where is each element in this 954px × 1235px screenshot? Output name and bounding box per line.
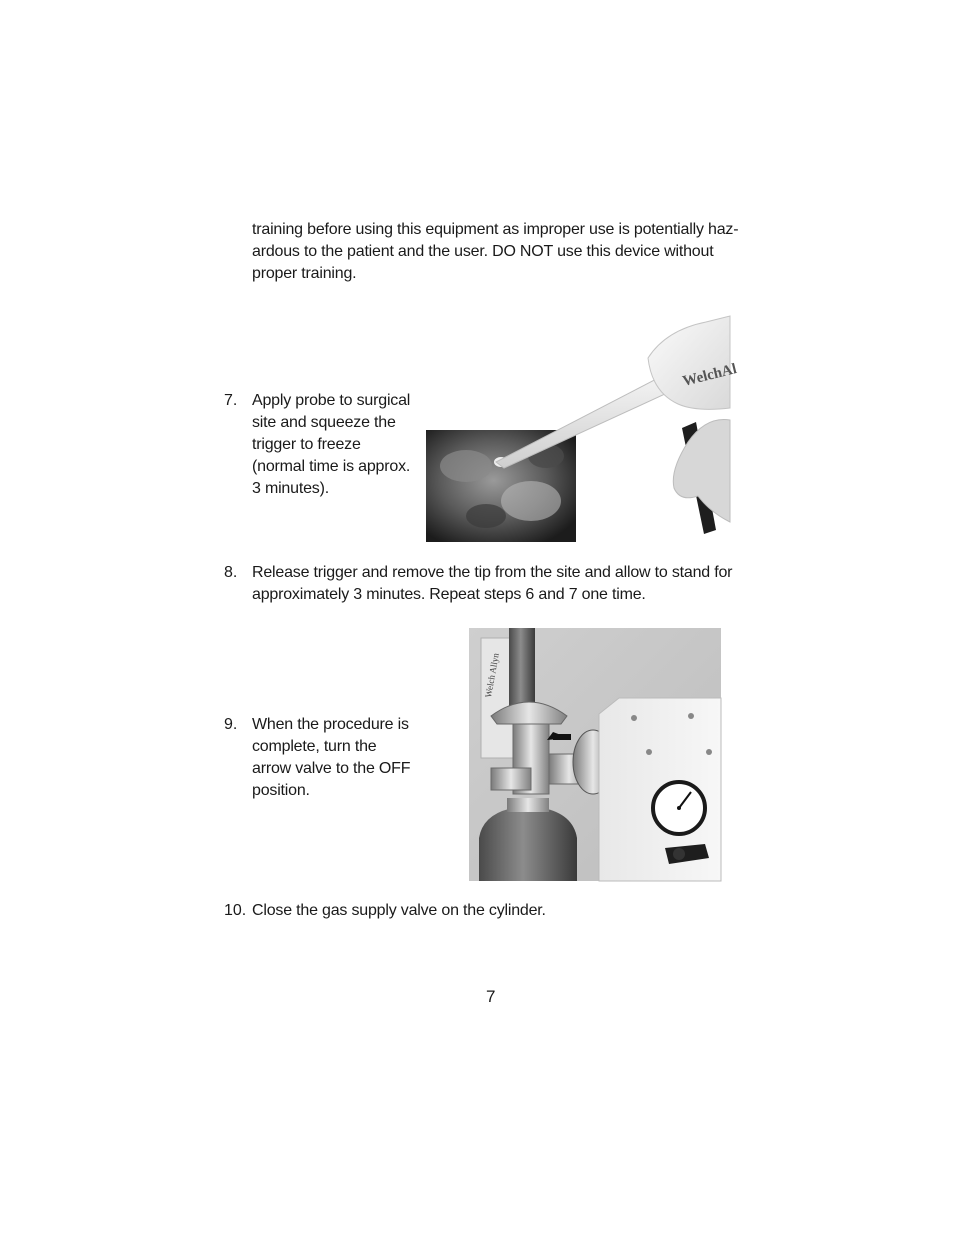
probe-logo: WelchAl (681, 361, 739, 390)
step-9-text (252, 714, 410, 802)
intro-line: ardous to the patient and the user. DO NOT use this device without (252, 243, 714, 260)
intro-line: proper training. (252, 265, 357, 282)
step-line: trigger to freeze (252, 436, 361, 453)
step-line: (normal time is approx. (252, 458, 411, 475)
intro-paragraph (252, 219, 738, 285)
intro-line: training before using this equipment as improper use is potentially haz- (252, 221, 739, 238)
step-line: complete, turn the (252, 738, 377, 755)
step-8-number: 8. (224, 564, 238, 581)
step-10-text (252, 900, 546, 922)
page-number: 7 (486, 987, 496, 1006)
step-7-text (252, 390, 410, 500)
step-9-number: 9. (224, 716, 238, 733)
step-line: Close the gas supply valve on the cylinder. (252, 902, 546, 919)
step-line: Apply probe to surgical (252, 392, 411, 409)
probe-illustration (426, 316, 739, 542)
probe-photo (426, 316, 739, 542)
valve-photo (469, 628, 721, 881)
step-line: arrow valve to the OFF (252, 760, 411, 777)
step-line: position. (252, 782, 310, 799)
step-line: 3 minutes). (252, 480, 329, 497)
valve-illustration (469, 628, 721, 881)
step-line: Release trigger and remove the tip from the site and allow to stand for (252, 564, 733, 581)
step-7-number: 7. (224, 392, 238, 409)
step-line: site and squeeze the (252, 414, 396, 431)
step-8-text (252, 562, 732, 606)
step-line: When the procedure is (252, 716, 409, 733)
step-10-number: 10. (224, 902, 247, 919)
valve-logo: Welch Allyn (483, 652, 501, 699)
step-line: approximately 3 minutes. Repeat steps 6 and 7 one time. (252, 586, 646, 603)
